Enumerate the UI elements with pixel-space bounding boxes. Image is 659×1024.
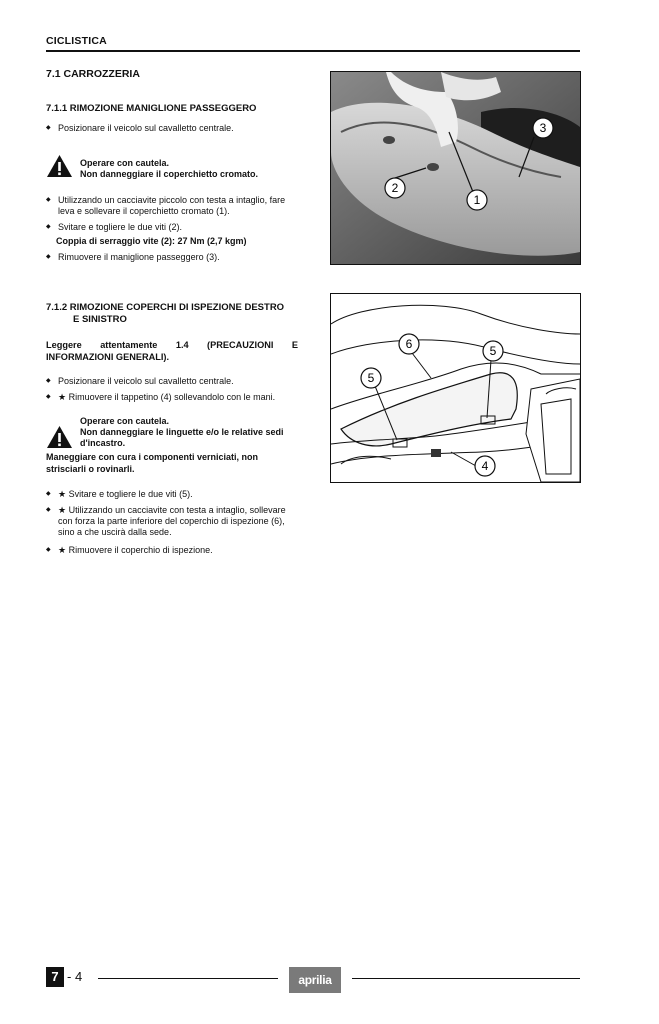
list-item: ◆ Posizionare il veicolo sul cavalletto centrale. bbox=[46, 123, 301, 134]
list-item: ◆ Posizionare il veicolo sul cavalletto centrale. bbox=[46, 376, 301, 387]
list-item: ◆ Svitare e togliere le due viti (2). bbox=[46, 222, 301, 233]
callout-label: 2 bbox=[391, 181, 399, 195]
read-notice: Leggere attentamente 1.4 (PRECAUZIONI E INFORMAZIONI GENERALI). bbox=[46, 340, 298, 362]
callout-label: 3 bbox=[539, 121, 547, 135]
footer-rule-right bbox=[352, 978, 580, 979]
diagram-inspection-covers bbox=[330, 293, 581, 483]
line-drawing bbox=[331, 294, 580, 482]
chapter-badge: 7 bbox=[46, 967, 64, 987]
warning-line: Non danneggiare le linguette e/o le relative sedi d'incastro. bbox=[80, 427, 284, 448]
list-item: ◆ ★ Rimuovere il coperchio di ispezione. bbox=[46, 545, 301, 556]
list-item: ◆ Rimuovere il maniglione passeggero (3). bbox=[46, 252, 301, 263]
warning-text bbox=[80, 158, 258, 180]
footer-rule-left bbox=[98, 978, 278, 979]
subsection-title-1: 7.1.1 RIMOZIONE MANIGLIONE PASSEGGERO bbox=[46, 103, 257, 114]
warning-line: Non danneggiare il coperchietto cromato. bbox=[80, 169, 259, 179]
warning-icon bbox=[46, 154, 73, 178]
section-header: CICLISTICA bbox=[46, 35, 107, 47]
warning-line: Maneggiare con cura i componenti verniciati, non strisciarli o rovinarli. bbox=[46, 452, 259, 474]
subsection-title-line: E SINISTRO bbox=[73, 314, 127, 325]
warning-line: Operare con cautela. bbox=[80, 416, 170, 426]
subsection-title-line: 7.1.2 RIMOZIONE COPERCHI DI ISPEZIONE DESTRO bbox=[46, 302, 285, 313]
header-rule bbox=[46, 50, 580, 52]
list-item: ◆ ★ Rimuovere il tappetino (4) sollevandolo con le mani. bbox=[46, 392, 301, 403]
torque-spec: Coppia di serraggio vite (2): 27 Nm (2,7 kgm) bbox=[56, 236, 247, 246]
warning-line: Operare con cautela. bbox=[80, 158, 170, 168]
page-number: - 4 bbox=[67, 969, 83, 984]
brand-logo: aprilia bbox=[289, 967, 341, 993]
callout-label: 5 bbox=[489, 344, 497, 358]
warning-text bbox=[80, 416, 300, 449]
callout-label: 5 bbox=[367, 371, 375, 385]
callout-label: 1 bbox=[473, 193, 481, 207]
warning-icon bbox=[46, 425, 73, 449]
photo-illustration bbox=[331, 72, 580, 264]
list-item: ◆ ★ Svitare e togliere le due viti (5). bbox=[46, 489, 301, 500]
callout-label: 4 bbox=[481, 459, 489, 473]
callout-label: 6 bbox=[405, 337, 413, 351]
list-item: ◆ ★ Utilizzando un cacciavite con testa a intaglio, sollevare con forza la parte inferiore del coperchio di ispezione (6), sino a che uscirà dalla sede. bbox=[46, 505, 301, 538]
subsection-title-2 bbox=[46, 302, 284, 326]
section-title: 7.1 CARROZZERIA bbox=[46, 68, 140, 80]
photo-passenger-handle bbox=[330, 71, 581, 265]
list-item: ◆ Utilizzando un cacciavite piccolo con testa a intaglio, fare leva e sollevare il coperchietto cromato (1). bbox=[46, 195, 301, 217]
